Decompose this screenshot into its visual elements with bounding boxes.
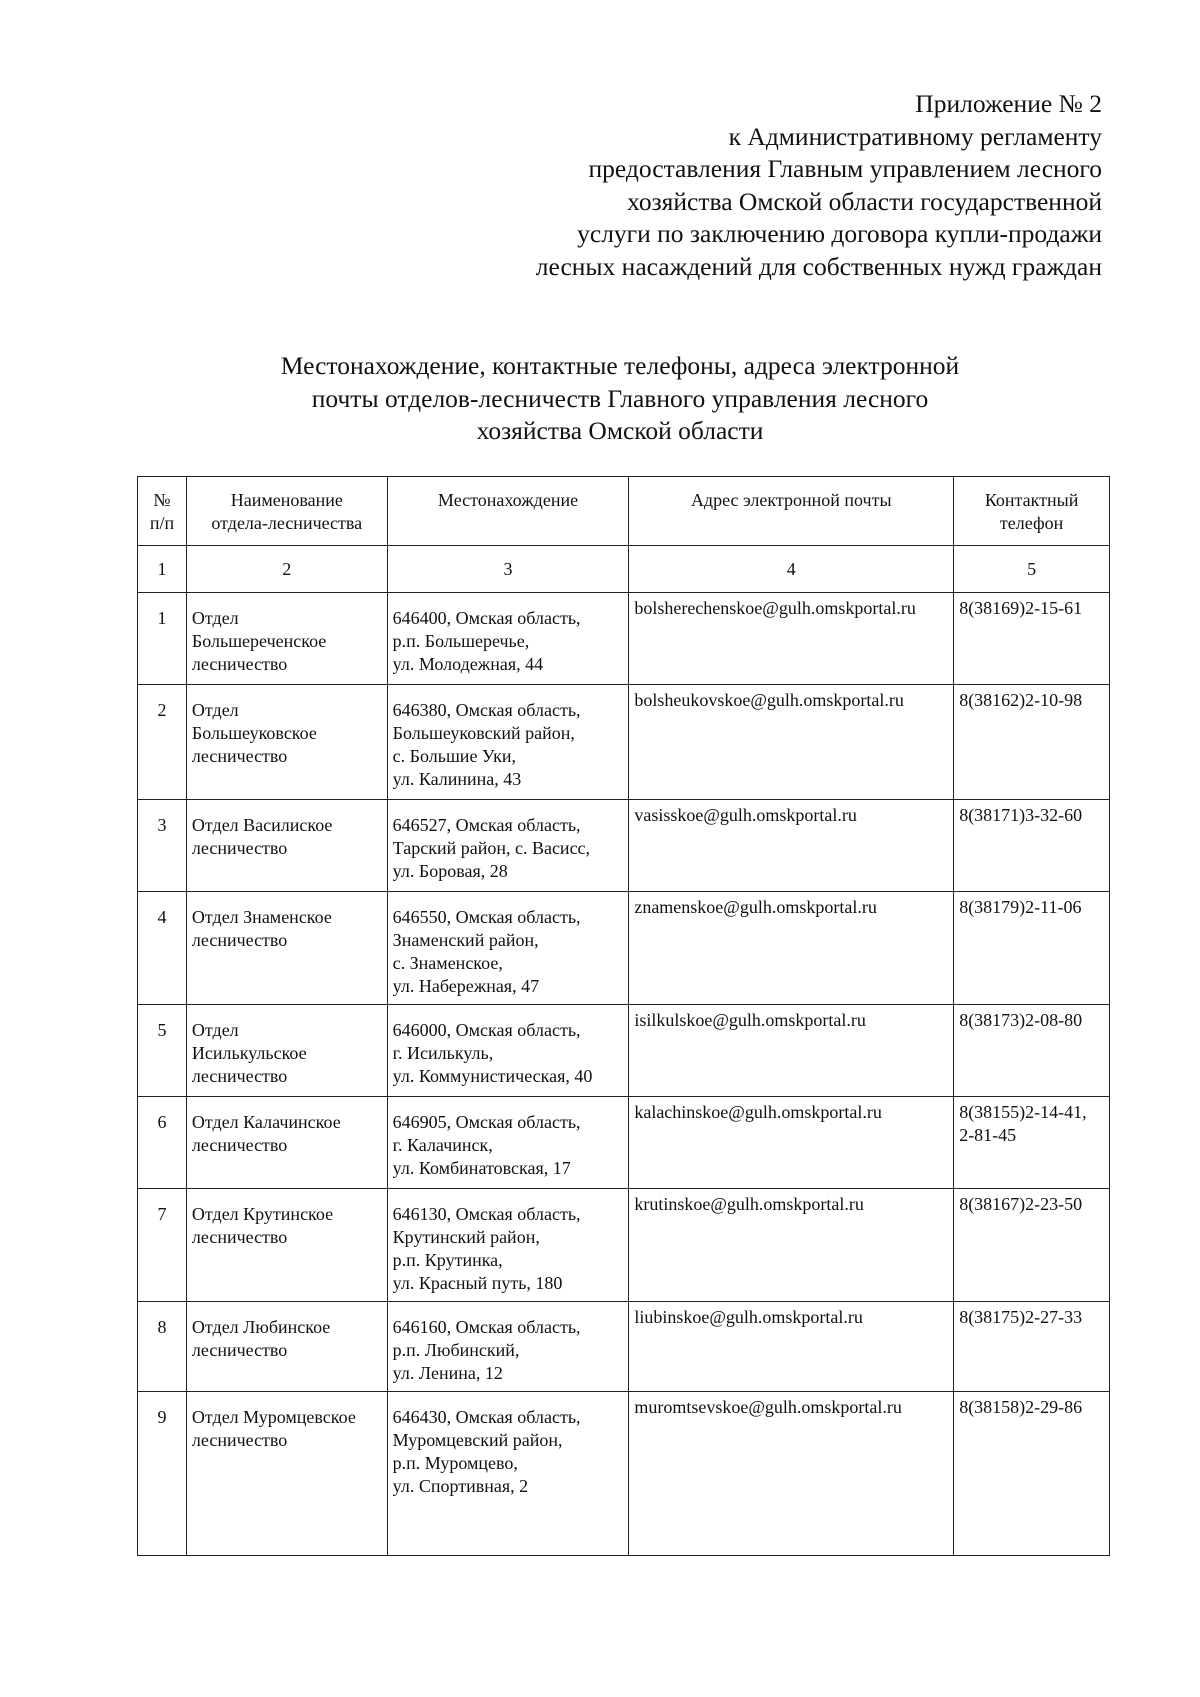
email: vasisskoe@gulh.omskportal.ru	[629, 800, 954, 892]
department-name	[186, 1392, 387, 1556]
text-line: лесничество	[191, 654, 288, 674]
row-number: 1	[138, 593, 187, 685]
text-line: 646905, Омская область,	[392, 1112, 581, 1132]
text-line: Отдел Любинское	[191, 1317, 331, 1337]
column-number: 1	[138, 546, 187, 593]
table-row	[138, 1302, 1110, 1392]
row-number: 4	[138, 892, 187, 1005]
email: muromtsevskoe@gulh.omskportal.ru	[629, 1392, 954, 1556]
text-line: 2-81-45	[959, 1125, 1017, 1145]
appendix-line: хозяйства Омской области государственной	[627, 186, 1102, 216]
text-line: 646000, Омская область,	[392, 1020, 581, 1040]
text-line: г. Калачинск,	[392, 1135, 493, 1155]
phone	[954, 892, 1110, 1005]
text-line: г. Исилькуль,	[392, 1043, 494, 1063]
text-line: ул. Ленина, 12	[392, 1363, 503, 1383]
table-row	[138, 1097, 1110, 1189]
title-line: почты отделов-лесничеств Главного управления лесного	[311, 383, 929, 413]
column-numbers-row	[138, 546, 1110, 593]
row-number: 9	[138, 1392, 187, 1556]
appendix-line: к Административному регламенту	[728, 121, 1102, 151]
appendix-line: услуги по заключению договора купли-продажи	[577, 219, 1102, 248]
text-line: Большеуковский район,	[392, 723, 575, 743]
text-line: Тарский район, с. Васисс,	[392, 838, 591, 858]
text-line: Отдел	[191, 700, 239, 720]
appendix-line: лесных насаждений для собственных нужд граждан	[535, 251, 1102, 281]
text-line: 646130, Омская область,	[392, 1204, 581, 1224]
address	[387, 685, 629, 800]
text-line: лесничество	[191, 1340, 288, 1360]
address	[387, 1005, 629, 1097]
row-number: 7	[138, 1189, 187, 1302]
email: krutinskoe@gulh.omskportal.ru	[629, 1189, 954, 1302]
text-line: 646400, Омская область,	[392, 608, 581, 628]
header-text: Контактный	[984, 490, 1079, 510]
text-line: Крутинский район,	[392, 1227, 540, 1247]
text-line: р.п. Большеречье,	[392, 631, 530, 651]
email: bolsheukovskoe@gulh.omskportal.ru	[629, 685, 954, 800]
text-line: ул. Спортивная, 2	[392, 1476, 529, 1496]
text-line: 8(38175)2-27-33	[959, 1307, 1083, 1327]
text-line: Большереченское	[191, 631, 327, 651]
phone	[954, 1302, 1110, 1392]
table-row	[138, 685, 1110, 800]
appendix-line: Приложение № 2	[915, 89, 1102, 118]
text-line: 8(38162)2-10-98	[959, 690, 1083, 710]
column-header	[629, 477, 954, 546]
department-name	[186, 1189, 387, 1302]
table-row	[138, 1189, 1110, 1302]
text-line: лесничество	[191, 1227, 288, 1247]
appendix-header	[536, 88, 1102, 283]
table-row	[138, 1392, 1110, 1556]
address	[387, 593, 629, 685]
row-number: 3	[138, 800, 187, 892]
row-number: 8	[138, 1302, 187, 1392]
text-line: 8(38173)2-08-80	[959, 1010, 1083, 1030]
address	[387, 1302, 629, 1392]
text-line: лесничество	[191, 1430, 288, 1450]
title-line: хозяйства Омской области	[476, 416, 764, 445]
phone	[954, 685, 1110, 800]
column-number: 4	[629, 546, 954, 593]
department-name	[186, 1302, 387, 1392]
table-header-row	[138, 477, 1110, 546]
text-line: Отдел Муромцевское	[191, 1407, 356, 1427]
table-row	[138, 593, 1110, 685]
text-line: Большеуковское	[191, 723, 317, 743]
text-line: 8(38158)2-29-86	[959, 1397, 1083, 1417]
department-name	[186, 1097, 387, 1189]
text-line: Отдел Крутинское	[191, 1204, 334, 1224]
text-line: Знаменский район,	[392, 930, 539, 950]
column-header	[387, 477, 629, 546]
text-line: р.п. Муромцево,	[392, 1453, 518, 1473]
text-line: Отдел	[191, 1020, 239, 1040]
row-number: 6	[138, 1097, 187, 1189]
header-text: Адрес электронной почты	[690, 490, 892, 510]
text-line: р.п. Любинский,	[392, 1340, 520, 1360]
table-row	[138, 800, 1110, 892]
row-number: 2	[138, 685, 187, 800]
text-line: лесничество	[191, 838, 288, 858]
appendix-line: предоставления Главным управлением лесного	[588, 154, 1102, 183]
text-line: лесничество	[191, 930, 288, 950]
header-text: отдела-лесничества	[211, 513, 363, 533]
department-name	[186, 593, 387, 685]
text-line: 8(38169)2-15-61	[959, 598, 1083, 618]
header-text: Наименование	[230, 490, 343, 510]
department-name	[186, 892, 387, 1005]
text-line: 646527, Омская область,	[392, 815, 581, 835]
text-line: ул. Молодежная, 44	[392, 654, 544, 674]
document-title	[180, 350, 1060, 448]
header-text: телефон	[999, 513, 1064, 533]
email: znamenskoe@gulh.omskportal.ru	[629, 892, 954, 1005]
text-line: лесничество	[191, 746, 288, 766]
text-line: 646380, Омская область,	[392, 700, 581, 720]
email: isilkulskoe@gulh.omskportal.ru	[629, 1005, 954, 1097]
address	[387, 1392, 629, 1556]
text-line: ул. Калинина, 43	[392, 769, 522, 789]
text-line: с. Большие Уки,	[392, 746, 516, 766]
address	[387, 1189, 629, 1302]
text-line: Отдел	[191, 608, 239, 628]
text-line: 8(38155)2-14-41,	[959, 1102, 1087, 1122]
text-line: Отдел Калачинское	[191, 1112, 341, 1132]
text-line: 646430, Омская область,	[392, 1407, 581, 1427]
text-line: Отдел Знаменское	[191, 907, 332, 927]
title-line: Местонахождение, контактные телефоны, адреса электронной	[280, 351, 960, 380]
address	[387, 1097, 629, 1189]
text-line: 646550, Омская область,	[392, 907, 581, 927]
text-line: Муромцевский район,	[392, 1430, 563, 1450]
email: kalachinskoe@gulh.omskportal.ru	[629, 1097, 954, 1189]
phone	[954, 1097, 1110, 1189]
column-header	[138, 477, 187, 546]
text-line: 8(38171)3-32-60	[959, 805, 1083, 825]
text-line: 646160, Омская область,	[392, 1317, 581, 1337]
forestry-contacts-table	[137, 476, 1110, 1556]
text-line: ул. Красный путь, 180	[392, 1273, 563, 1293]
column-number: 2	[186, 546, 387, 593]
phone	[954, 1189, 1110, 1302]
text-line: лесничество	[191, 1135, 288, 1155]
text-line: ул. Набережная, 47	[392, 976, 540, 996]
column-number: 5	[954, 546, 1110, 593]
email: bolsherechenskoe@gulh.omskportal.ru	[629, 593, 954, 685]
table-row	[138, 1005, 1110, 1097]
column-header	[186, 477, 387, 546]
text-line: р.п. Крутинка,	[392, 1250, 503, 1270]
text-line: ул. Боровая, 28	[392, 861, 508, 881]
email: liubinskoe@gulh.omskportal.ru	[629, 1302, 954, 1392]
address	[387, 892, 629, 1005]
text-line: ул. Комбинатовская, 17	[392, 1158, 571, 1178]
text-line: ул. Коммунистическая, 40	[392, 1066, 593, 1086]
header-text: №	[153, 490, 171, 510]
text-line: 8(38179)2-11-06	[959, 897, 1082, 917]
department-name	[186, 685, 387, 800]
department-name	[186, 1005, 387, 1097]
text-line: Исилькульское	[191, 1043, 307, 1063]
phone	[954, 800, 1110, 892]
text-line: Отдел Василиское	[191, 815, 333, 835]
row-number: 5	[138, 1005, 187, 1097]
text-line: 8(38167)2-23-50	[959, 1194, 1083, 1214]
header-text: Местонахождение	[437, 490, 579, 510]
department-name	[186, 800, 387, 892]
header-text: п/п	[149, 513, 175, 533]
text-line: с. Знаменское,	[392, 953, 503, 973]
column-header	[954, 477, 1110, 546]
text-line: лесничество	[191, 1066, 288, 1086]
table-row	[138, 892, 1110, 1005]
phone	[954, 1005, 1110, 1097]
address	[387, 800, 629, 892]
phone	[954, 593, 1110, 685]
phone	[954, 1392, 1110, 1556]
column-number: 3	[387, 546, 629, 593]
